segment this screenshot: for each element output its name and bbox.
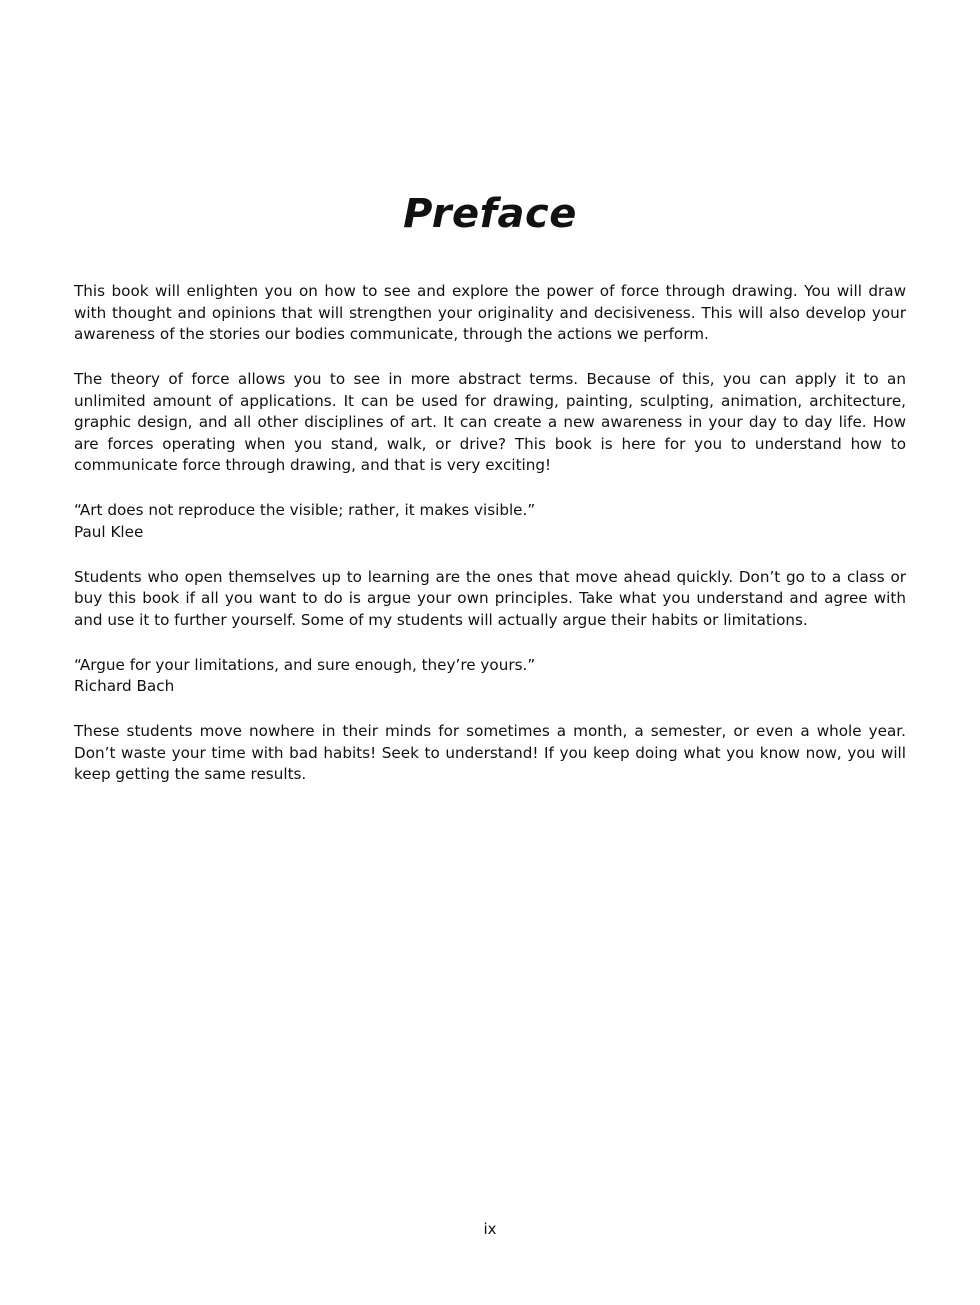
paragraph-intro: This book will enlighten you on how to see and explore the power of force through drawing. You will draw with thought and opinions that will strengthen your originality and decisiveness. This will also develop your awareness of the stories our bodies communicate, through the actions we perform.: [74, 282, 906, 343]
paragraph-students: Students who open themselves up to learning are the ones that move ahead quickly. Don’t go to a class or buy this book if all you want to do is argue your own principles. Take what you understand and agree with and use it to further yourself. Some of my students will actually argue their habits or limitations.: [74, 567, 906, 629]
paragraph-habits: These students move nowhere in their minds for sometimes a month, a semester, or even a whole year. Don’t waste your time with bad habits! Seek to understand! If you keep doing what you know now, you will keep getting the same results.: [74, 722, 906, 783]
quote-klee: [74, 500, 906, 543]
page-title: Preface: [403, 191, 577, 237]
quote-text: “Art does not reproduce the visible; rather, it makes visible.”: [74, 501, 536, 519]
quote-bach: [74, 655, 906, 698]
preface-body: [74, 281, 906, 809]
paragraph-theory-of-force: The theory of force allows you to see in more abstract terms. Because of this, you can apply it to an unlimited amount of applications. It can be used for drawing, painting, sculpting, animation, architecture, graphic design, and all other disciplines of art. It can create a new awareness in your day to day life. How are forces operating when you stand, walk, or drive? This book is here for you to understand how to communicate force through drawing, and that is very exciting!: [74, 370, 906, 474]
quote-author: Richard Bach: [74, 677, 175, 695]
quote-text: “Argue for your limitations, and sure enough, they’re yours.”: [74, 655, 536, 674]
page-number: ix: [483, 1220, 497, 1238]
quote-author: Paul Klee: [74, 522, 144, 541]
